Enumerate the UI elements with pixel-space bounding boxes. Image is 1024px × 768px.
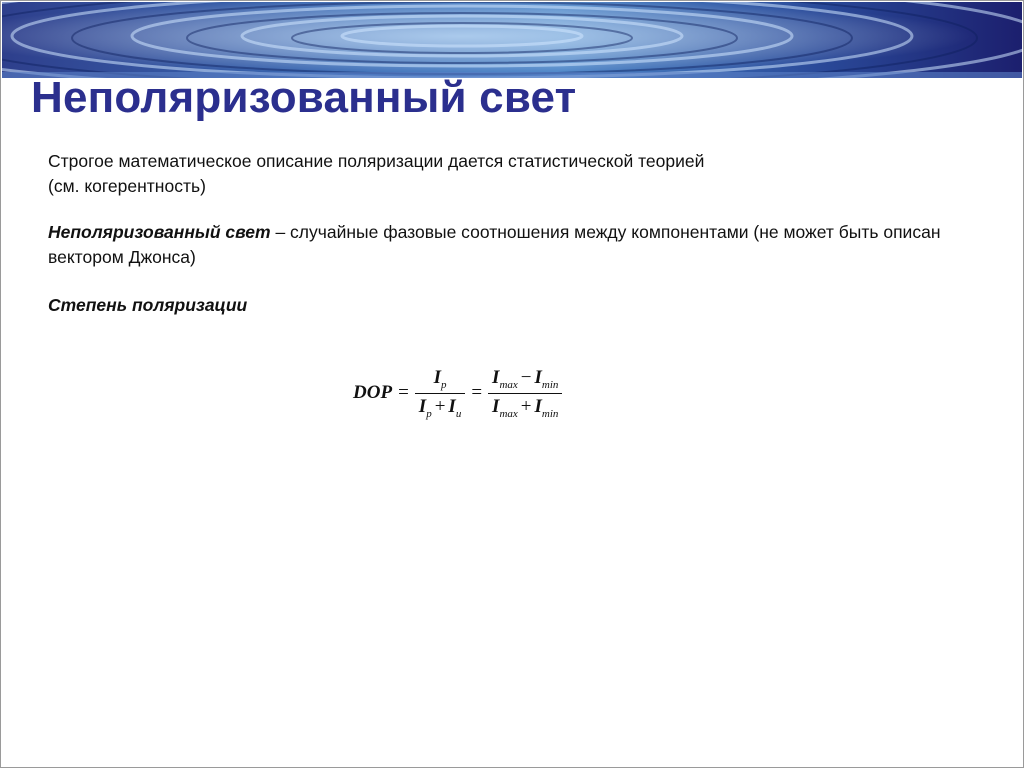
paragraph-unpolarized-definition [48, 220, 968, 270]
fraction1-bar [415, 393, 466, 394]
paragraph1-line2: (см. когерентность) [48, 176, 206, 196]
water-ripple-banner [2, 2, 1022, 78]
fraction1-numerator: $I_p$ [433, 367, 447, 391]
paragraph-degree-of-polarization [48, 293, 247, 318]
fraction-intensity-ratio [415, 367, 466, 420]
formula-equals-1: = [398, 382, 409, 404]
dop-formula [353, 367, 562, 420]
fraction2-numerator: $I_{max} - I_{min}$ [492, 367, 559, 391]
slide-title: Неполяризованный свет [31, 73, 577, 122]
definition-text: – случайные фазовые соотношения между компонентами (не может быть описан вектором Джонса) [48, 222, 941, 267]
fraction1-denominator: $I_p + I_u$ [418, 395, 462, 420]
formula-equals-2: = [471, 382, 483, 404]
fraction-max-min [488, 367, 562, 420]
fraction2-denominator: $I_{max} + I_{min}$ [492, 395, 559, 420]
formula-lhs: DOP [353, 382, 393, 404]
term-degree-of-polarization: Степень поляризации [48, 295, 248, 315]
paragraph-statistical-theory [48, 149, 948, 199]
paragraph1-line1: Строгое математическое описание поляризации дается статистической теорией [48, 151, 705, 171]
term-unpolarized-light: Неполяризованный свет [48, 222, 271, 242]
fraction2-bar [488, 393, 562, 394]
